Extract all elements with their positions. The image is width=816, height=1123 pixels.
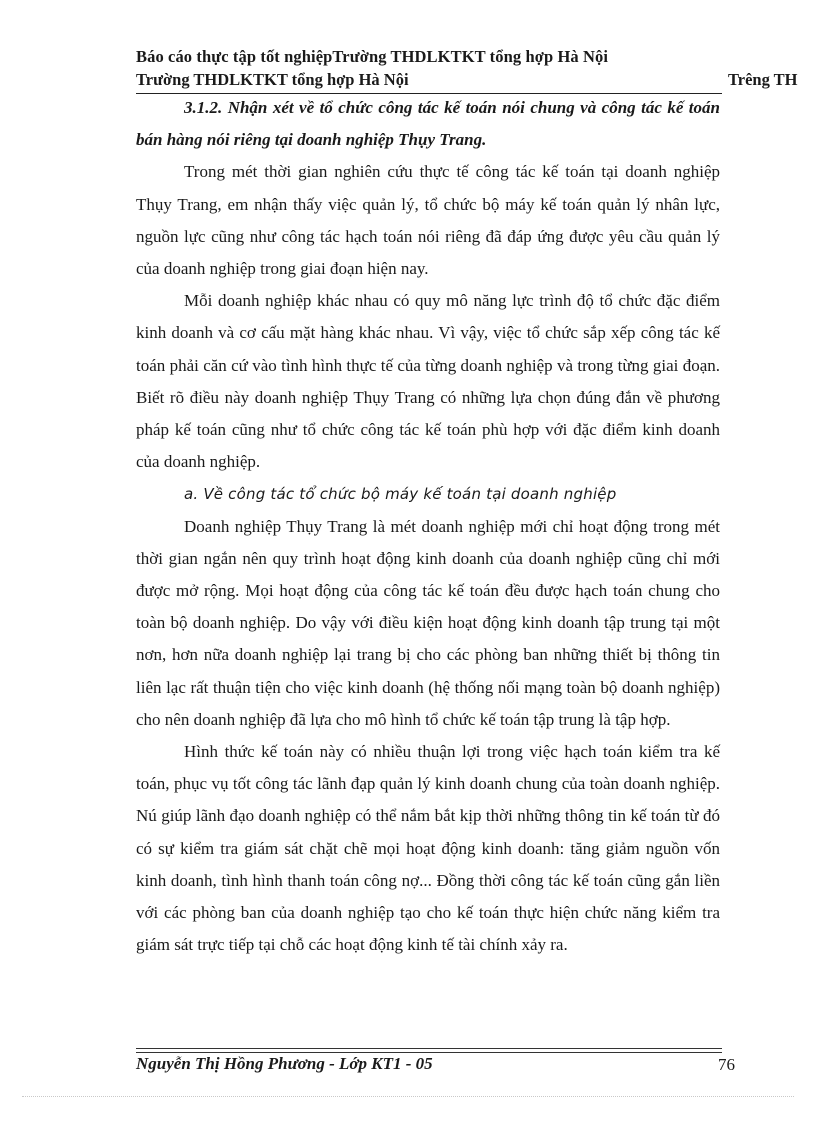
paragraph-2: Mỗi doanh nghiệp khác nhau có quy mô năng lực trình độ tổ chức đặc điểm kinh doanh và cơ cấu mặt hàng khác nhau. Vì vậy, việc tổ chức sắp xếp công tác kế toán phải căn cứ vào tình hình thực tế của từng doanh nghiệp và trong từng giai đoạn. Biết rõ điều này doanh nghiệp Thụy Trang có những lựa chọn đúng đắn về phương pháp kế toán cũng như tổ chức công tác kế toán phù hợp với đặc điểm kinh doanh của doanh nghiệp. (136, 291, 720, 472)
subsection-heading: a. Về công tác tổ chức bộ máy kế toán tại doanh nghiệp (184, 485, 617, 504)
footer-divider-bottom (136, 1052, 722, 1053)
page-number: 76 (718, 1055, 735, 1074)
paragraph-3: Doanh nghiệp Thụy Trang là mét doanh nghiệp mới chỉ hoạt động trong mét thời gian ngắn nên quy trình hoạt động kinh doanh của doanh nghiệp cũng chỉ mới được mở rộng. Mọi hoạt động của công tác kế toán đều được hạch toán chung cho toàn bộ doanh nghiệp. Do vậy với điều kiện hoạt động kinh doanh tập trung tại một nơn, hơn nữa doanh nghiệp lại trang bị cho các phòng ban những thiết bị thông tin liên lạc rất thuận tiện cho việc kinh doanh (hệ thống nối mạng toàn bộ doanh nghiệp) cho nên doanh nghiệp đã lựa cho mô hình tổ chức kế toán tập trung là tập hợp. (136, 516, 720, 729)
document-body (136, 92, 720, 961)
header-overflow-text: Trêng TH (728, 70, 798, 89)
paragraph-4: Hình thức kế toán này có nhiều thuận lợi trong việc hạch toán kiểm tra kế toán, phục vụ tốt công tác lãnh đạp quản lý kinh doanh chung của toàn doanh nghiệp. Nú giúp lãnh đạo doanh nghiệp có thể nắm bắt kịp thời những thông tin kế toán từ đó có sự kiểm tra giám sát chặt chẽ mọi hoạt động kinh doanh: tăng giảm nguồn vốn kinh doanh, tình hình thanh toán công nợ... Đồng thời công tác kế toán cũng gắn liền với các phòng ban của doanh nghiệp tạo cho kế toán thực hiện chức năng kiểm tra giám sát trực tiếp tại chỗ các hoạt động kinh tế tài chính xảy ra. (136, 742, 720, 955)
header-title-line2: Trường THDLKTKT tổng hợp Hà Nội (136, 70, 409, 89)
footer-divider-top (136, 1048, 722, 1049)
paragraph-1: Trong mét thời gian nghiên cứu thực tế công tác kế toán tại doanh nghiệp Thụy Trang, em nhận thấy việc quản lý, tổ chức bộ máy kế toán quản lý nhân lực, nguồn lực cũng như công tác hạch toán nói riêng đã đáp ứng được yêu cầu quản lý của doanh nghiệp trong giai đoạn hiện nay. (136, 162, 720, 279)
section-heading: 3.1.2. Nhận xét về tổ chức công tác kế toán nói chung và công tác kế toán bán hàng nói riêng tại doanh nghiệp Thụy Trang. (136, 98, 720, 150)
header-title-line1: Báo cáo thực tập tốt nghiệpTrường THDLKTKT tổng hợp Hà Nội (136, 47, 609, 66)
page-bottom-dotted-line (22, 1096, 794, 1097)
footer-author: Nguyễn Thị Hồng Phương - Lớp KT1 - 05 (136, 1054, 433, 1073)
